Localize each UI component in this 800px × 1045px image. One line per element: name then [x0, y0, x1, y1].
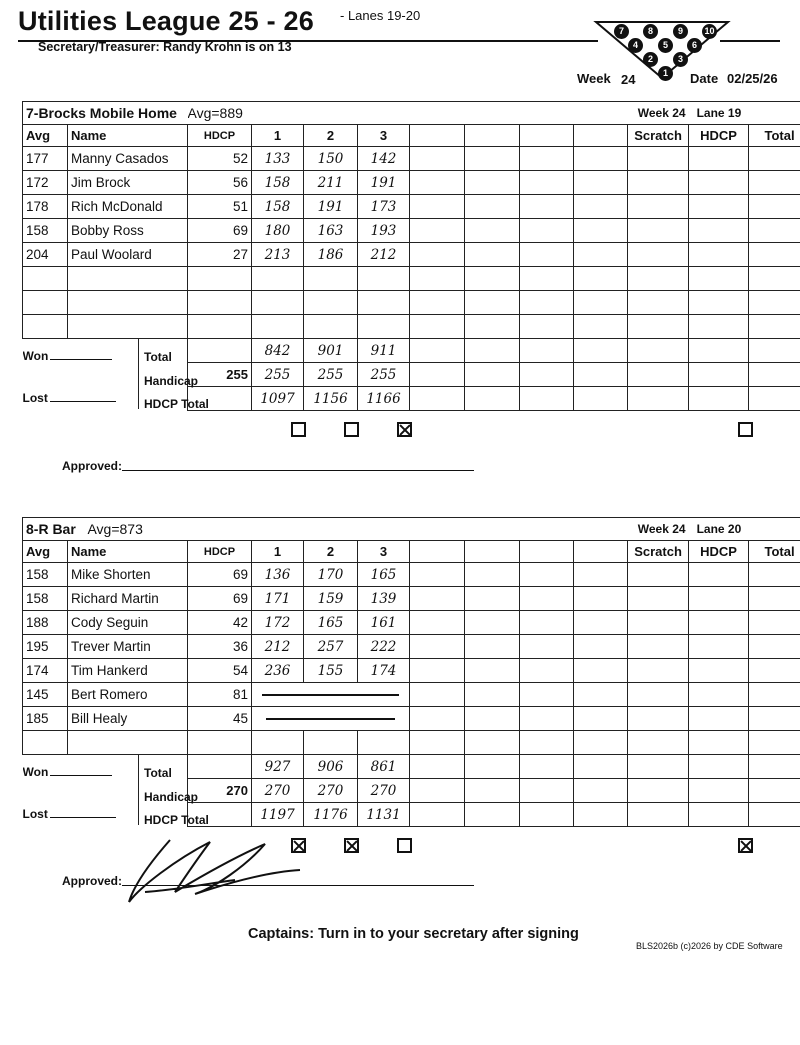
- pin-8: 8: [643, 24, 658, 39]
- team-week: Week 24: [628, 102, 689, 125]
- total-win-checkbox[interactable]: [738, 422, 753, 437]
- handicap-game-2: 270: [304, 779, 358, 803]
- bowler-hdcp: 69: [188, 587, 252, 611]
- col-avg: Avg: [23, 125, 68, 147]
- team-lane: Lane 20: [689, 518, 800, 541]
- lost-label: Lost: [22, 807, 48, 821]
- bowler-avg: 158: [23, 219, 68, 243]
- col-name: Name: [68, 125, 188, 147]
- absent-strike-line: [252, 707, 410, 731]
- total-game-3: 911: [358, 339, 410, 363]
- empty-row: [23, 267, 800, 291]
- pin-10: 10: [702, 24, 717, 39]
- bowler-row: [23, 611, 800, 635]
- bowler-hdcp: 36: [188, 635, 252, 659]
- empty-row: [23, 731, 800, 755]
- handicap-game-3: 255: [358, 363, 410, 387]
- bowler-row: [23, 683, 800, 707]
- game-3-score[interactable]: 142: [358, 147, 410, 171]
- total-game-1: 842: [252, 339, 304, 363]
- col-avg: Avg: [23, 541, 68, 563]
- bowler-name: Cody Seguin: [68, 611, 188, 635]
- bowler-hdcp: 27: [188, 243, 252, 267]
- team-lane: Lane 19: [689, 102, 800, 125]
- handicap-game-2: 255: [304, 363, 358, 387]
- bowler-avg: 177: [23, 147, 68, 171]
- bowler-avg: 145: [23, 683, 68, 707]
- bowler-name: Manny Casados: [68, 147, 188, 171]
- hdcp-total-game-2: 1156: [304, 387, 358, 411]
- bowler-name: Rich McDonald: [68, 195, 188, 219]
- game-3-score[interactable]: 165: [358, 563, 410, 587]
- col-game-3: 3: [358, 541, 410, 563]
- secretary-line: Secretary/Treasurer: Randy Krohn is on 13: [38, 40, 292, 54]
- game-3-score[interactable]: 173: [358, 195, 410, 219]
- pin-7: 7: [614, 24, 629, 39]
- hdcp-total-game-3: 1131: [358, 803, 410, 827]
- game-1-score[interactable]: 171: [252, 587, 304, 611]
- col-total: Total: [749, 125, 800, 147]
- col-total: Total: [749, 541, 800, 563]
- captains-instruction: Captains: Turn in to your secretary after signing: [248, 926, 579, 942]
- bowler-avg: 172: [23, 171, 68, 195]
- hdcp-total-game-1: 1097: [252, 387, 304, 411]
- bowler-avg: 158: [23, 563, 68, 587]
- handicap-game-3: 270: [358, 779, 410, 803]
- bowler-name: Richard Martin: [68, 587, 188, 611]
- bowler-hdcp: 69: [188, 219, 252, 243]
- hdcp-total-game-2: 1176: [304, 803, 358, 827]
- total-game-2: 906: [304, 755, 358, 779]
- bowler-hdcp: 42: [188, 611, 252, 635]
- bowler-avg: 158: [23, 587, 68, 611]
- team-week: Week 24: [628, 518, 689, 541]
- week-value: 24: [621, 72, 636, 87]
- handicap-value: 270: [188, 779, 252, 803]
- pin-4: 4: [628, 38, 643, 53]
- bowler-name: Jim Brock: [68, 171, 188, 195]
- approved-label: Approved:: [62, 459, 122, 473]
- game-2-score[interactable]: 155: [304, 659, 358, 683]
- bowler-row: [23, 195, 800, 219]
- col-game-1: 1: [252, 125, 304, 147]
- game-1-win-checkbox[interactable]: [291, 422, 306, 437]
- game-1-score[interactable]: 236: [252, 659, 304, 683]
- game-3-score[interactable]: 174: [358, 659, 410, 683]
- game-1-score[interactable]: 180: [252, 219, 304, 243]
- bowler-name: Bobby Ross: [68, 219, 188, 243]
- bowler-name: Paul Woolard: [68, 243, 188, 267]
- bowler-name: Mike Shorten: [68, 563, 188, 587]
- game-1-score[interactable]: 172: [252, 611, 304, 635]
- bowler-avg: 188: [23, 611, 68, 635]
- bowler-name: Tim Hankerd: [68, 659, 188, 683]
- bowler-row: [23, 243, 800, 267]
- game-3-score[interactable]: 139: [358, 587, 410, 611]
- date-label: Date: [690, 71, 719, 86]
- game-2-score[interactable]: 150: [304, 147, 358, 171]
- total-label: Total: [144, 766, 172, 780]
- team-name: 7-Brocks Mobile Home: [23, 102, 188, 125]
- game-2-win-checkbox[interactable]: [344, 838, 359, 853]
- game-2-score[interactable]: 159: [304, 587, 358, 611]
- game-2-score[interactable]: 165: [304, 611, 358, 635]
- date-value: 02/25/26: [727, 71, 778, 86]
- bowler-row: [23, 635, 800, 659]
- lanes-label: - Lanes 19-20: [340, 8, 421, 23]
- game-2-win-checkbox[interactable]: [344, 422, 359, 437]
- pin-9: 9: [673, 24, 688, 39]
- col-hdcp: HDCP: [188, 541, 252, 563]
- approved-signature-line[interactable]: [122, 470, 474, 471]
- bowler-hdcp: 81: [188, 683, 252, 707]
- bowler-hdcp: 54: [188, 659, 252, 683]
- pin-3: 3: [673, 52, 688, 67]
- team-name: 8-R Bar Avg=873: [23, 518, 188, 541]
- lost-label: Lost: [22, 391, 48, 405]
- league-title: Utilities League 25 - 26: [18, 6, 314, 36]
- game-3-score[interactable]: 212: [358, 243, 410, 267]
- total-game-3: 861: [358, 755, 410, 779]
- col-hdcp-total: HDCP: [689, 541, 749, 563]
- game-2-score[interactable]: 170: [304, 563, 358, 587]
- bowler-avg: 195: [23, 635, 68, 659]
- game-3-score[interactable]: 193: [358, 219, 410, 243]
- bowler-row: [23, 563, 800, 587]
- game-2-score[interactable]: 191: [304, 195, 358, 219]
- total-game-2: 901: [304, 339, 358, 363]
- pin-5: 5: [658, 38, 673, 53]
- bowler-name: Bill Healy: [68, 707, 188, 731]
- hdcp-total-game-1: 1197: [252, 803, 304, 827]
- col-game-2: 2: [304, 125, 358, 147]
- team-average: Avg=889: [188, 102, 358, 125]
- handicap-label: Handicap: [144, 790, 199, 804]
- pin-1: 1: [658, 66, 673, 81]
- game-2-score[interactable]: 257: [304, 635, 358, 659]
- col-scratch: Scratch: [628, 541, 689, 563]
- empty-row: [23, 315, 800, 339]
- team-2-scoresheet: [22, 517, 800, 827]
- col-game-1: 1: [252, 541, 304, 563]
- game-1-score[interactable]: 136: [252, 563, 304, 587]
- game-1-score[interactable]: 133: [252, 147, 304, 171]
- bowler-avg: 185: [23, 707, 68, 731]
- total-label: [188, 339, 252, 363]
- week-label: Week: [577, 71, 611, 86]
- approved-label: Approved:: [62, 874, 122, 888]
- col-hdcp-total: HDCP: [689, 125, 749, 147]
- col-scratch: Scratch: [628, 125, 689, 147]
- hdcp-total-game-3: 1166: [358, 387, 410, 411]
- bowler-row: [23, 171, 800, 195]
- won-label: Won: [22, 349, 49, 363]
- header-rule-left: [18, 40, 598, 42]
- total-label: Total: [144, 350, 172, 364]
- copyright: BLS2026b (c)2026 by CDE Software: [636, 941, 783, 951]
- absent-strike-line: [252, 683, 410, 707]
- bowler-hdcp: 51: [188, 195, 252, 219]
- bowler-hdcp: 52: [188, 147, 252, 171]
- game-3-win-checkbox[interactable]: [397, 838, 412, 853]
- handicap-game-1: 255: [252, 363, 304, 387]
- game-2-score[interactable]: 186: [304, 243, 358, 267]
- bowler-row: [23, 219, 800, 243]
- pin-2: 2: [643, 52, 658, 67]
- bowler-name: Bert Romero: [68, 683, 188, 707]
- bowler-avg: 174: [23, 659, 68, 683]
- bowler-hdcp: 56: [188, 171, 252, 195]
- bowler-avg: 204: [23, 243, 68, 267]
- col-game-2: 2: [304, 541, 358, 563]
- col-game-3: 3: [358, 125, 410, 147]
- col-name: Name: [68, 541, 188, 563]
- handicap-value: 255: [188, 363, 252, 387]
- bowler-avg: 178: [23, 195, 68, 219]
- col-hdcp: HDCP: [188, 125, 252, 147]
- bowler-hdcp: 69: [188, 563, 252, 587]
- game-3-score[interactable]: 161: [358, 611, 410, 635]
- handicap-label: Handicap: [144, 374, 199, 388]
- bowler-row: [23, 707, 800, 731]
- hdcp-total-label: HDCP Total: [144, 813, 209, 827]
- empty-row: [23, 291, 800, 315]
- game-3-score[interactable]: 222: [358, 635, 410, 659]
- game-1-score[interactable]: 158: [252, 171, 304, 195]
- game-1-score[interactable]: 212: [252, 635, 304, 659]
- bowler-hdcp: 45: [188, 707, 252, 731]
- pin-6: 6: [687, 38, 702, 53]
- team-1-scoresheet: [22, 101, 800, 411]
- won-label: Won: [22, 765, 49, 779]
- game-2-score[interactable]: 163: [304, 219, 358, 243]
- bowler-row: [23, 587, 800, 611]
- game-3-score[interactable]: 191: [358, 171, 410, 195]
- handicap-game-1: 270: [252, 779, 304, 803]
- total-win-checkbox[interactable]: [738, 838, 753, 853]
- captain-signature-icon: [115, 832, 315, 912]
- bowler-row: [23, 147, 800, 171]
- bowler-row: [23, 659, 800, 683]
- hdcp-total-label: HDCP Total: [144, 397, 209, 411]
- game-3-win-checkbox[interactable]: [397, 422, 412, 437]
- game-1-score[interactable]: 213: [252, 243, 304, 267]
- total-game-1: 927: [252, 755, 304, 779]
- game-1-score[interactable]: 158: [252, 195, 304, 219]
- bowler-name: Trever Martin: [68, 635, 188, 659]
- game-2-score[interactable]: 211: [304, 171, 358, 195]
